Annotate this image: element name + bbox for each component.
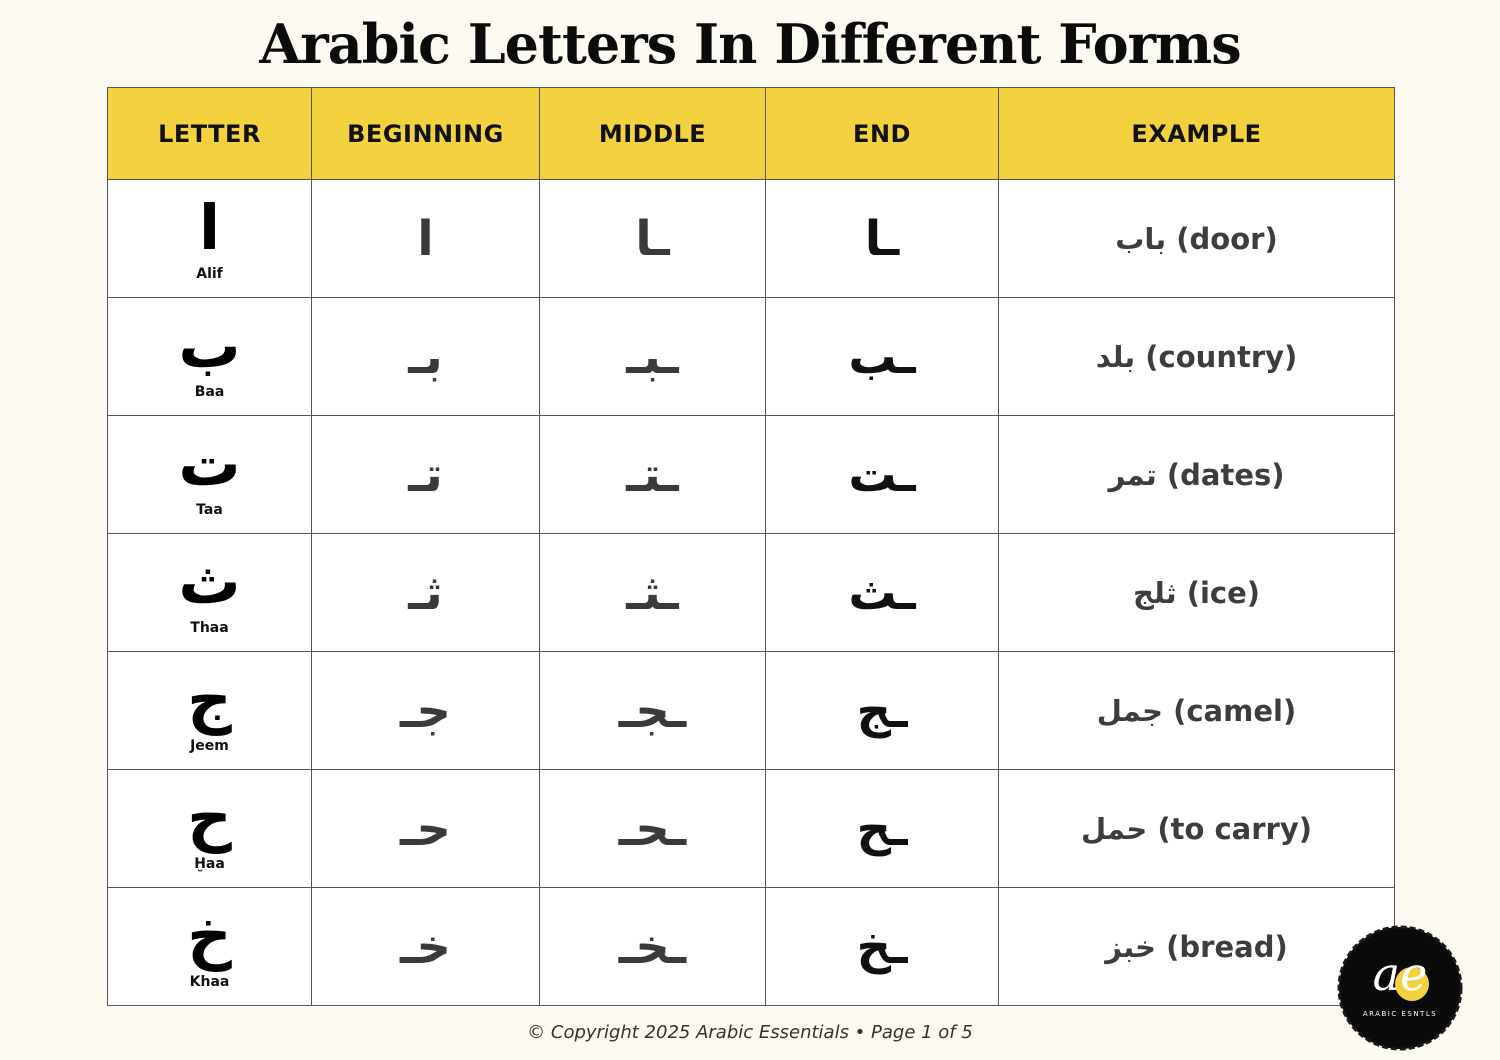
letter-cell [108, 416, 312, 534]
beginning-cell [312, 770, 540, 888]
example-cell [999, 534, 1395, 652]
end-cell [766, 888, 999, 1006]
end-cell [766, 770, 999, 888]
header-beginning: BEGINNING [312, 88, 540, 180]
letter-glyph: خ [187, 898, 232, 972]
letter-glyph: ث [178, 544, 241, 618]
example-word: حمل (to carry) [1081, 811, 1312, 846]
beginning-cell [312, 180, 540, 298]
beginning-cell [312, 888, 540, 1006]
beginning-form: بـ [408, 328, 443, 385]
letter-cell [108, 534, 312, 652]
beginning-form: ثـ [408, 564, 443, 621]
letter-glyph: ح [187, 780, 232, 854]
example-word: ثلج (ice) [1132, 575, 1261, 610]
middle-form: ـجـ [618, 682, 687, 739]
letter-name: Alif [196, 265, 223, 282]
beginning-cell [312, 652, 540, 770]
table-row [108, 416, 1395, 534]
beginning-cell [312, 534, 540, 652]
middle-cell [540, 770, 766, 888]
header-letter: LETTER [108, 88, 312, 180]
middle-cell [540, 888, 766, 1006]
middle-form: ـبـ [626, 328, 679, 385]
letter-forms-table [107, 87, 1395, 1006]
letter-name: Taa [196, 501, 223, 518]
end-form: ـب [848, 328, 916, 385]
example-word: بلد (country) [1095, 339, 1298, 374]
table-row [108, 534, 1395, 652]
example-word: باب (door) [1115, 221, 1278, 256]
logo-mark: ae [1372, 947, 1428, 1001]
example-cell [999, 416, 1395, 534]
example-word: خبز (bread) [1105, 929, 1288, 964]
letter-name: Ḫaa [194, 855, 225, 872]
middle-form: ـخـ [618, 918, 687, 975]
example-cell [999, 298, 1395, 416]
end-cell [766, 534, 999, 652]
table-header-row [108, 88, 1395, 180]
arabic-essentials-logo-icon [1336, 924, 1464, 1052]
beginning-form: خـ [400, 918, 451, 975]
beginning-form: ا [417, 210, 434, 267]
copyright-footer: © Copyright 2025 Arabic Essentials • Page 1 of 5 [527, 1022, 973, 1043]
letter-name: Thaa [190, 619, 229, 636]
end-cell [766, 180, 999, 298]
middle-cell [540, 298, 766, 416]
letter-cell [108, 298, 312, 416]
letter-glyph: ت [178, 426, 241, 500]
middle-cell [540, 180, 766, 298]
end-form: ـا [864, 210, 900, 267]
beginning-form: تـ [408, 446, 443, 503]
header-end: END [766, 88, 999, 180]
example-cell [999, 180, 1395, 298]
header-example: EXAMPLE [999, 88, 1395, 180]
table-row [108, 770, 1395, 888]
letter-glyph: ج [187, 662, 232, 736]
middle-form: ـثـ [626, 564, 679, 621]
end-cell [766, 416, 999, 534]
end-form: ـث [848, 564, 916, 621]
letter-cell [108, 652, 312, 770]
letter-glyph: ا [198, 190, 221, 264]
header-middle: MIDDLE [540, 88, 766, 180]
example-word: تمر (dates) [1108, 457, 1285, 492]
letter-cell [108, 180, 312, 298]
letter-glyph: ب [178, 308, 241, 382]
table-row [108, 652, 1395, 770]
middle-form: ـحـ [618, 800, 687, 857]
page-title: Arabic Letters In Different Forms [259, 12, 1241, 76]
end-form: ـح [856, 800, 908, 857]
end-form: ـخ [856, 918, 908, 975]
middle-cell [540, 534, 766, 652]
table-row [108, 298, 1395, 416]
beginning-form: جـ [400, 682, 451, 739]
table-row [108, 180, 1395, 298]
middle-form: ـتـ [626, 446, 679, 503]
letter-name: Baa [194, 383, 225, 400]
letter-cell [108, 770, 312, 888]
end-cell [766, 652, 999, 770]
beginning-cell [312, 416, 540, 534]
middle-form: ـا [635, 210, 670, 267]
example-cell [999, 652, 1395, 770]
middle-cell [540, 652, 766, 770]
end-form: ـج [856, 682, 908, 739]
beginning-form: حـ [400, 800, 451, 857]
letter-name: Khaa [189, 973, 230, 990]
letter-cell [108, 888, 312, 1006]
table-row [108, 888, 1395, 1006]
example-cell [999, 770, 1395, 888]
example-word: جمل (camel) [1096, 693, 1297, 728]
letter-name: Jeem [190, 737, 229, 754]
logo-text: ARABIC ESNTLS [1362, 1010, 1438, 1018]
middle-cell [540, 416, 766, 534]
end-form: ـت [848, 446, 916, 503]
beginning-cell [312, 298, 540, 416]
end-cell [766, 298, 999, 416]
